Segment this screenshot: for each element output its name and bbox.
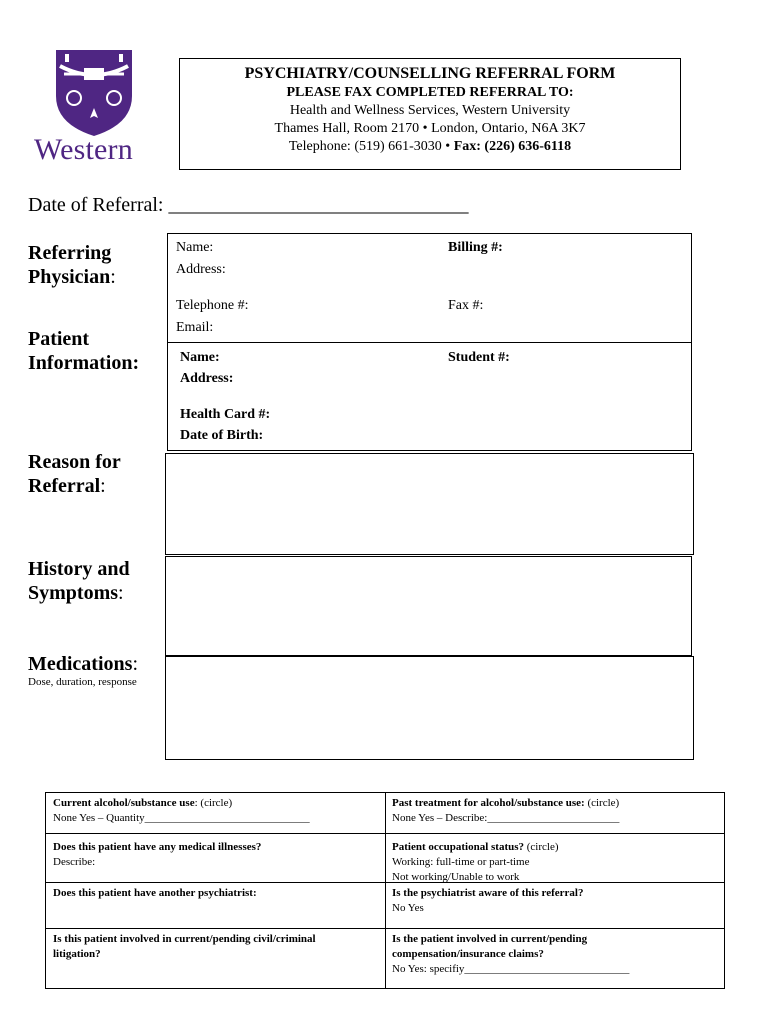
logo-wordmark: Western <box>34 133 133 166</box>
table-cell[interactable]: Does this patient have another psychiatrist: <box>53 887 257 899</box>
medications-sublabel: Dose, duration, response <box>28 676 137 688</box>
reason-box[interactable] <box>165 453 694 555</box>
table-cell[interactable]: Past treatment for alcohol/substance use: (circle) None Yes – Describe:________________________ <box>392 797 620 824</box>
date-of-referral: Date of Referral: ______________________________ <box>28 194 469 216</box>
table-cell[interactable]: Is the psychiatrist aware of this referral? No Yes <box>392 887 584 914</box>
form-title: PSYCHIATRY/COUNSELLING REFERRAL FORM <box>244 65 616 82</box>
history-label: History and Symptoms: <box>28 558 130 604</box>
patient-label: Patient Information: <box>28 328 140 374</box>
physician-fax-label: Fax #: <box>448 298 484 313</box>
physician-name-label: Name: <box>176 240 214 255</box>
patient-name-label: Name: <box>180 350 220 365</box>
table-rule <box>46 833 724 834</box>
table-divider <box>385 793 386 988</box>
medications-box[interactable] <box>165 656 694 760</box>
patient-address-label: Address: <box>180 371 234 386</box>
contact-line <box>180 139 680 155</box>
table-cell[interactable]: Is this patient involved in current/pending civil/criminal litigation? <box>53 933 316 960</box>
physician-box[interactable] <box>167 233 692 343</box>
table-cell[interactable]: Patient occupational status? (circle) Working: full-time or part-time Not working/Unable to work <box>392 841 559 883</box>
physician-label: Referring Physician: <box>28 242 116 288</box>
screening-table <box>45 792 725 989</box>
date-of-referral-line[interactable]: ______________________________ <box>168 194 469 216</box>
reason-label: Reason for Referral: <box>28 451 121 497</box>
fax-number: Fax: (226) 636-6118 <box>453 139 572 154</box>
phone-number: Telephone: (519) 661-3030 • <box>288 139 454 154</box>
table-cell[interactable]: Is the patient involved in current/pending compensation/insurance claims? No Yes: specifiy______________________________ <box>392 933 630 975</box>
org-name: Health and Wellness Services, Western University <box>289 103 571 118</box>
physician-address-label: Address: <box>176 262 226 277</box>
fax-instruction: PLEASE FAX COMPLETED REFERRAL TO: <box>286 85 574 100</box>
medications-label: Medications: <box>28 653 138 675</box>
billing-label: Billing #: <box>448 240 503 255</box>
header-box <box>179 58 681 170</box>
physician-telephone-label: Telephone #: <box>176 298 249 313</box>
physician-email-label: Email: <box>176 320 214 335</box>
table-rule <box>46 882 385 883</box>
health-card-label: Health Card #: <box>180 407 271 422</box>
student-number-label: Student #: <box>448 350 510 365</box>
table-rule <box>46 928 724 929</box>
history-box[interactable] <box>165 556 692 656</box>
date-of-referral-label: Date of Referral <box>28 194 158 216</box>
org-address: Thames Hall, Room 2170 • London, Ontario, N6A 3K7 <box>274 121 586 136</box>
table-cell[interactable]: Current alcohol/substance use: (circle) None Yes – Quantity______________________________ <box>53 797 310 824</box>
dob-label: Date of Birth: <box>180 428 264 443</box>
table-cell[interactable]: Does this patient have any medical illnesses? Describe: <box>53 841 262 868</box>
patient-box[interactable] <box>167 342 692 451</box>
